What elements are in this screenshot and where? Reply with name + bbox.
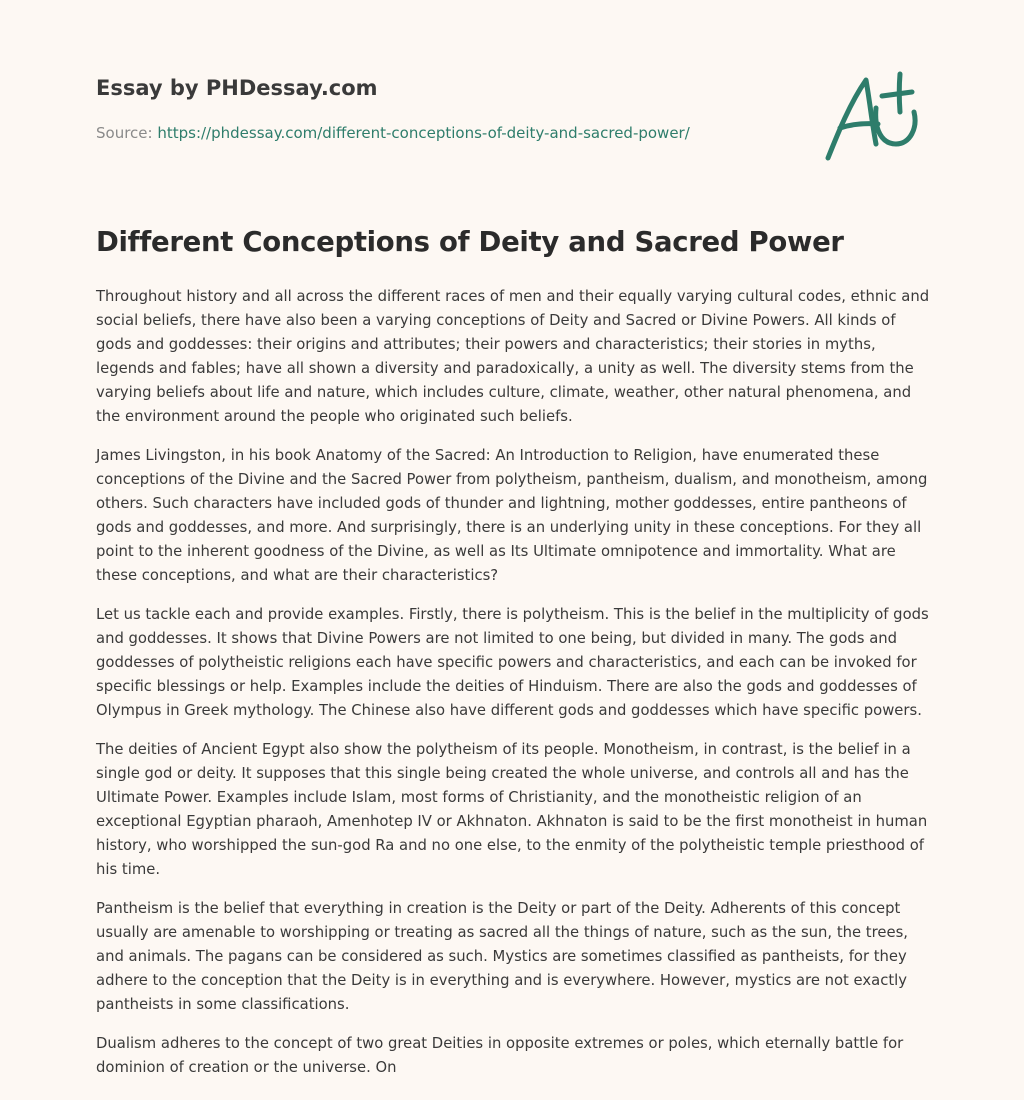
site-brand: Essay by PHDessay.com <box>96 76 378 100</box>
source-line <box>96 124 690 142</box>
essay-body <box>96 285 930 1095</box>
essay-paragraph: James Livingston, in his book Anatomy of the Sacred: An Introduction to Religion, have enumerated these conceptions of the Divine and the Sacred Power from polytheism, pantheism, dualism, and monotheism, among others. Such characters have included gods of thunder and lightning, mother goddesses, entire pantheons of gods and goddesses, and more. And surprisingly, there is an underlying unity in these conceptions. For they all point to the inherent goodness of the Divine, as well as Its Ultimate omnipotence and immortality. What are these conceptions, and what are their characteristics? <box>96 447 928 584</box>
essay-paragraph: Throughout history and all across the different races of men and their equally varying cultural codes, ethnic and social beliefs, there have also been a varying conceptions of Deity and Sacred or Divine Powers. All kinds of gods and goddesses: their origins and attributes; their powers and characteristics; their stories in myths, legends and fables; have all shown a diversity and paradoxically, a unity as well. The diversity stems from the varying beliefs about life and nature, which includes culture, climate, weather, other natural phenomena, and the environment around the people who originated such beliefs. <box>96 288 930 425</box>
essay-paragraph: Pantheism is the belief that everything in creation is the Deity or part of the Deity. Adherents of this concept usually are amenable to worshipping or treating as sacred all the things of nature, such as the sun, the trees, and animals. The pagans can be considered as such. Mystics are sometimes classified as pantheists, for they adhere to the conception that the Deity is in everything and is everywhere. However, mystics are not exactly pantheists in some classifications. <box>96 900 908 1013</box>
a-plus-logo-svg <box>820 68 930 168</box>
a-plus-logo-icon <box>820 68 930 168</box>
essay-title: Different Conceptions of Deity and Sacred Power <box>96 226 844 258</box>
essay-paragraph: Let us tackle each and provide examples. Firstly, there is polytheism. This is the belief in the multiplicity of gods and goddesses. It shows that Divine Powers are not limited to one being, but divided in many. The gods and goddesses of polytheistic religions each have specific powers and characteristics, and each can be invoked for specific blessings or help. Examples include the deities of Hinduism. There are also the gods and goddesses of Olympus in Greek mythology. The Chinese also have different gods and goddesses which have specific powers. <box>96 606 929 719</box>
source-label: Source: <box>96 124 158 142</box>
essay-paragraph: Dualism adheres to the concept of two great Deities in opposite extremes or poles, which eternally battle for dominion of creation or the universe. On <box>96 1035 904 1076</box>
logo-strokes <box>828 74 915 158</box>
essay-paragraph: The deities of Ancient Egypt also show the polytheism of its people. Monotheism, in contrast, is the belief in a single god or deity. It supposes that this single being created the whole universe, and controls all and has the Ultimate Power. Examples include Islam, most forms of Christianity, and the monotheistic religion of an exceptional Egyptian pharaoh, Amenhotep IV or Akhnaton. Akhnaton is said to be the first monotheist in human history, who worshipped the sun-god Ra and no one else, to the enmity of the polytheistic temple priesthood of his time. <box>96 741 928 878</box>
source-link[interactable]: https://phdessay.com/different-conceptions-of-deity-and-sacred-power/ <box>157 124 690 142</box>
